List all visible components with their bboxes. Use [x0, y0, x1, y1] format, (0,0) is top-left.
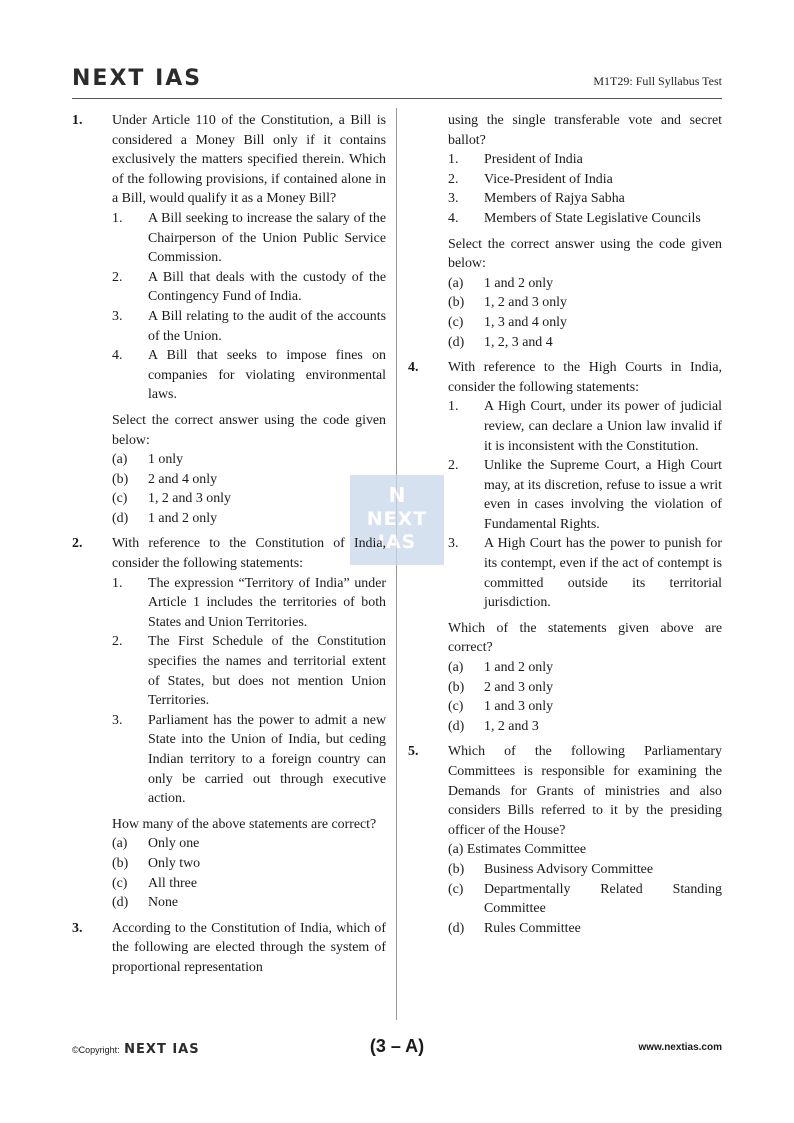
option-label: (c)	[112, 491, 128, 507]
statement-text: Vice-President of India	[484, 171, 613, 187]
brand-logo: NEXT IAS	[72, 66, 203, 91]
question-text: Under Article 110 of the Constitution, a Bill is considered a Money Bill only if it contains exclusively the matters specified therein. Which of the following provisions, if contained alone in a Bill, would qualify it as a Money Bill?	[112, 113, 386, 207]
statement-number: 1.	[448, 152, 459, 168]
answer-option[interactable]	[448, 658, 722, 678]
answer-option[interactable]	[448, 293, 722, 313]
statement	[112, 632, 386, 710]
statement	[448, 534, 722, 612]
answer-option[interactable]	[112, 874, 386, 894]
answer-option[interactable]	[448, 333, 722, 353]
answer-option[interactable]	[112, 854, 386, 874]
statement	[112, 711, 386, 809]
question-4	[408, 358, 722, 736]
statement-list	[448, 397, 722, 613]
statement-number: 2.	[112, 269, 123, 285]
option-label: (b)	[448, 861, 465, 877]
option-text: 2 and 4 only	[148, 471, 218, 487]
option-text: 1, 2, 3 and 4	[484, 334, 553, 350]
answer-option[interactable]	[112, 893, 386, 913]
option-text: All three	[148, 875, 197, 891]
option-text: 1 and 2 only	[484, 275, 554, 291]
answer-option[interactable]	[112, 834, 386, 854]
question-number: 1.	[72, 113, 83, 128]
answer-option-a[interactable]: (a) Estimates Committee	[448, 842, 587, 858]
statement	[448, 209, 722, 229]
statement-list	[112, 574, 386, 809]
answer-option[interactable]	[112, 489, 386, 509]
option-label: (c)	[448, 699, 464, 715]
statement	[112, 346, 386, 405]
test-name: M1T29: Full Syllabus Test	[593, 74, 722, 88]
option-label: (a)	[448, 660, 464, 676]
option-text: 1 and 2 only	[148, 510, 218, 526]
answer-option[interactable]	[448, 313, 722, 333]
answer-instruction: How many of the above statements are correct?	[112, 816, 377, 832]
statement-text: A Bill that seeks to impose fines on companies for violating environmental laws.	[148, 348, 386, 403]
statement-number: 4.	[112, 348, 123, 364]
answer-option[interactable]	[112, 470, 386, 490]
copyright-prefix: ©Copyright:	[72, 1045, 120, 1055]
statement-text: Members of Rajya Sabha	[484, 191, 625, 207]
footer-logo: NEXT IAS	[124, 1042, 200, 1057]
answer-option[interactable]	[448, 697, 722, 717]
option-text: None	[148, 895, 179, 911]
page-header	[72, 66, 722, 94]
option-text: 1, 2 and 3	[484, 718, 539, 734]
option-list	[448, 860, 722, 938]
statement	[112, 268, 386, 307]
statement-text: A Bill relating to the audit of the accounts of the Union.	[148, 308, 386, 344]
option-label: (b)	[448, 679, 465, 695]
question-text: With reference to the High Courts in India, consider the following statements:	[448, 360, 722, 395]
statement-number: 3.	[448, 536, 459, 552]
statement-number: 2.	[448, 458, 459, 474]
header-divider	[72, 98, 722, 99]
option-list	[448, 274, 722, 352]
question-text-part2: using the single transferable vote and secret ballot?	[448, 113, 722, 148]
option-text: Only two	[148, 855, 201, 871]
question-text: With reference to the Constitution of India, consider the following statements:	[112, 536, 386, 572]
left-column	[72, 111, 386, 984]
option-text: 1, 2 and 3 only	[484, 295, 567, 311]
statement-text: The First Schedule of the Constitution specifies the names and territorial extent of States, but does not mention Union Territories.	[148, 634, 386, 709]
statement-number: 4.	[448, 210, 459, 226]
option-label: (d)	[448, 920, 465, 936]
question-1	[72, 111, 386, 528]
option-text: 1, 2 and 3 only	[148, 491, 231, 507]
option-label: (d)	[112, 895, 129, 911]
question-2	[72, 534, 386, 912]
option-label: (a)	[448, 275, 464, 291]
statement-number: 2.	[112, 634, 123, 650]
statement-text: Parliament has the power to admit a new State into the Union of India, but ceding Indian territory to a foreign country can only be carried out through executive action.	[148, 712, 386, 807]
option-label: (d)	[112, 510, 129, 526]
statement-text: A High Court, under its power of judicial review, can declare a Union law invalid if it is inconsistent with the Constitution.	[484, 399, 722, 454]
option-label: (b)	[112, 471, 129, 487]
watermark-symbol: N	[388, 483, 406, 507]
option-text: 1 and 2 only	[484, 660, 554, 676]
statement-text: A Bill seeking to increase the salary of the Chairperson of the Union Public Service Commission.	[148, 210, 386, 266]
statement	[448, 397, 722, 456]
statement-list	[448, 150, 722, 228]
option-list	[448, 658, 722, 736]
statement	[448, 456, 722, 534]
question-text: Which of the following Parliamentary Committees is responsible for examining the Demands for Grants of ministries and also considers Bills referred to it by the presiding officer of the House?	[448, 744, 722, 838]
statement-number: 1.	[112, 210, 123, 226]
statement-text: Members of State Legislative Councils	[484, 210, 701, 226]
answer-instruction: Which of the statements given above are correct?	[448, 620, 722, 656]
page-footer	[72, 1036, 722, 1060]
answer-instruction: Select the correct answer using the code given below:	[448, 236, 722, 272]
statement	[448, 150, 722, 170]
statement-number: 1.	[112, 575, 123, 591]
statement-number: 1.	[448, 399, 459, 415]
option-label: (c)	[448, 881, 464, 897]
statement-text: A Bill that deals with the custody of the Contingency Fund of India.	[148, 269, 386, 305]
option-label: (c)	[448, 314, 464, 330]
answer-option[interactable]	[448, 678, 722, 698]
option-label: (b)	[448, 295, 465, 311]
page-number: (3 – A)	[369, 1036, 425, 1056]
statement	[448, 170, 722, 190]
watermark-line1: NEXT	[366, 508, 428, 530]
option-text: Departmentally Related Standing Committee	[484, 881, 722, 917]
answer-option[interactable]	[448, 860, 722, 880]
website-link[interactable]: www.nextias.com	[638, 1042, 722, 1053]
answer-option[interactable]	[112, 450, 386, 470]
option-text: 1 and 3 only	[484, 699, 554, 715]
option-text: Business Advisory Committee	[484, 861, 654, 877]
question-3	[72, 919, 386, 978]
question-3-continued	[408, 111, 722, 352]
option-label: (d)	[448, 718, 465, 734]
statement-number: 3.	[112, 712, 123, 728]
answer-option[interactable]	[448, 274, 722, 294]
question-number: 2.	[72, 536, 83, 552]
statement-text: President of India	[484, 152, 583, 168]
option-text: Rules Committee	[484, 920, 581, 936]
question-3-body	[408, 150, 722, 352]
answer-instruction: Select the correct answer using the code given below:	[112, 412, 386, 448]
question-number: 3.	[72, 920, 83, 936]
option-text: 1 only	[148, 452, 184, 468]
answer-option[interactable]	[448, 919, 722, 939]
option-text: 2 and 3 only	[484, 679, 554, 695]
statement	[448, 189, 722, 209]
statement-text: The expression “Territory of India” under Article 1 includes the territories of both States and Union Territories.	[148, 575, 386, 630]
option-label: (c)	[112, 875, 128, 891]
option-label: (b)	[112, 855, 129, 871]
answer-option[interactable]	[448, 880, 722, 919]
option-list	[112, 450, 386, 528]
option-list	[112, 834, 386, 912]
statement	[112, 307, 386, 346]
statement-number: 2.	[448, 171, 459, 187]
question-number: 5.	[408, 744, 419, 760]
answer-option[interactable]	[448, 717, 722, 737]
option-label: (d)	[448, 334, 465, 350]
question-text-part1: According to the Constitution of India, which of the following are elected through the system of proportional representation	[112, 920, 386, 975]
statement-number: 3.	[112, 308, 123, 324]
statement-list	[112, 209, 386, 405]
right-column	[408, 111, 722, 944]
question-number: 4.	[408, 360, 419, 376]
statement-number: 3.	[448, 191, 459, 207]
option-label: (a)	[112, 836, 128, 852]
option-text: Only one	[148, 836, 200, 852]
option-label: (a)	[112, 452, 128, 468]
statement-text: A High Court has the power to punish for its contempt, even if the act of contempt is committed outside its territorial jurisdiction.	[484, 536, 722, 611]
statement	[112, 209, 386, 268]
statement-text: Unlike the Supreme Court, a High Court may, at its discretion, refuse to issue a writ even in cases involving the violation of Fundamental Rights.	[484, 458, 722, 532]
question-5	[408, 742, 722, 938]
answer-option[interactable]	[112, 509, 386, 529]
statement	[112, 574, 386, 633]
watermark-line2: IAS	[377, 531, 417, 553]
option-text: 1, 3 and 4 only	[484, 314, 567, 330]
